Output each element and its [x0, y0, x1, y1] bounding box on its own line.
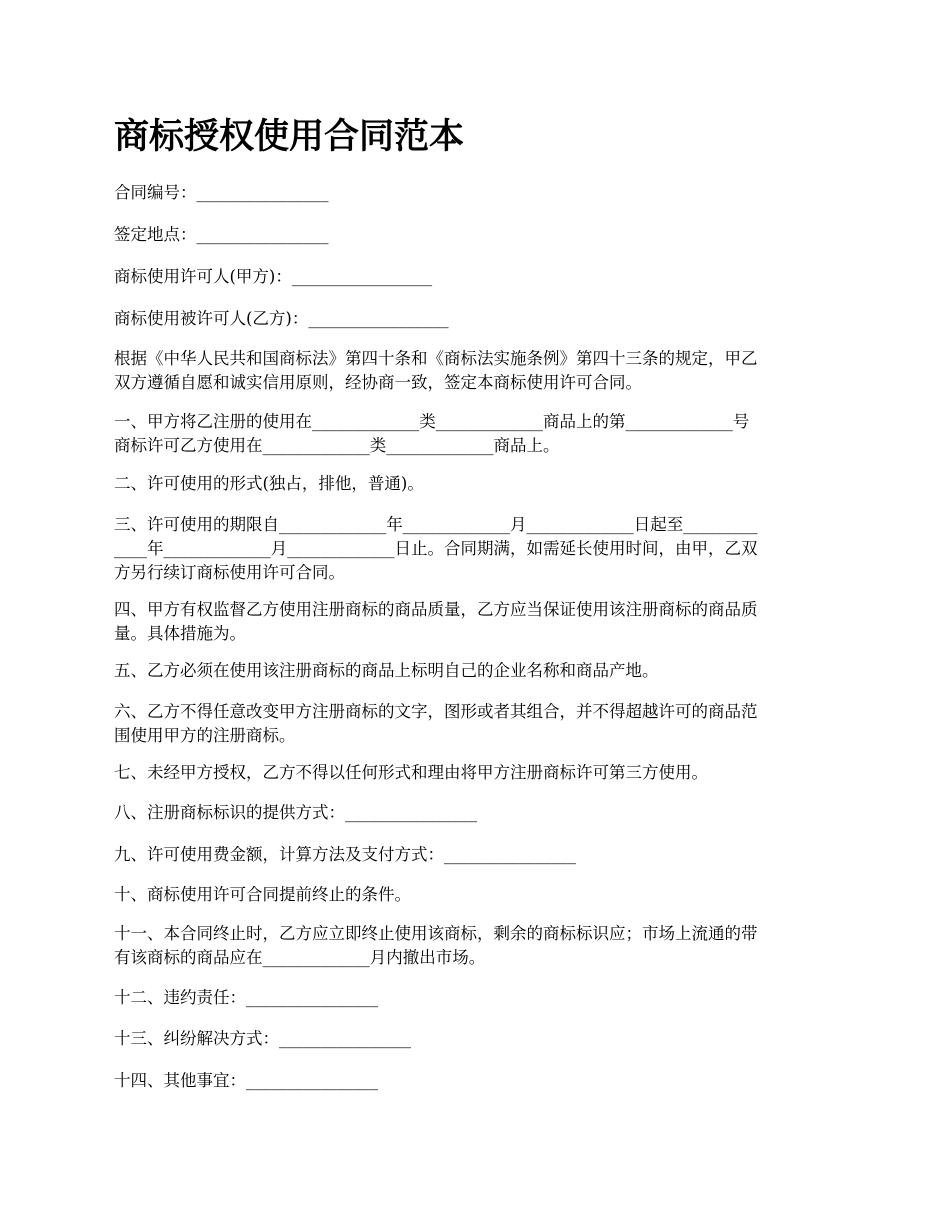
paragraph-line: ____年_____________月_____________日止。合同期满，如需延长使用时间，由甲，乙双 — [114, 539, 758, 558]
clause-2 — [114, 472, 840, 496]
paragraph-line: 七、未经甲方授权，乙方不得以任何形式和理由将甲方注册商标许可第三方使用。 — [114, 763, 708, 782]
paragraph-line: 十二、违约责任：________________ — [114, 988, 378, 1007]
paragraph-line: 合同编号：________________ — [114, 183, 329, 202]
paragraph-line: 五、乙方必须在使用该注册商标的商品上标明自己的企业名称和商品产地。 — [114, 661, 659, 680]
paragraph-line: 商标许可乙方使用在_____________类_____________商品上。 — [114, 436, 560, 455]
paragraph-line: 四、甲方有权监督乙方使用注册商标的商品质量，乙方应当保证使用该注册商标的商品质 — [114, 600, 758, 619]
paragraph-line: 三、许可使用的期限自_____________年_____________月_____________日起至_________ — [114, 515, 758, 534]
paragraph-line: 八、注册商标标识的提供方式：________________ — [114, 803, 477, 822]
paragraph-line: 一、甲方将乙注册的使用在_____________类_____________商品上的第_____________号 — [114, 412, 750, 431]
paragraph-line: 十一、本合同终止时，乙方应立即终止使用该商标，剩余的商标标识应；市场上流通的带 — [114, 924, 758, 943]
clause-6 — [114, 700, 840, 748]
paragraph-line: 十、商标使用许可合同提前终止的条件。 — [114, 885, 411, 904]
paragraph-line: 有该商标的商品应在_____________月内撤出市场。 — [114, 948, 486, 967]
paragraph-line: 十四、其他事宜：________________ — [114, 1071, 378, 1090]
paragraph-line: 商标使用被许可人(乙方)：_________________ — [114, 309, 449, 328]
paragraph-line: 签定地点：________________ — [114, 225, 329, 244]
document-title: 商标授权使用合同范本 — [114, 117, 465, 157]
paragraph-line: 十三、纠纷解决方式：________________ — [114, 1029, 411, 1048]
paragraph-line: 九、许可使用费金额，计算方法及支付方式：________________ — [114, 845, 576, 864]
clause-14 — [114, 1069, 840, 1093]
clause-12 — [114, 986, 840, 1010]
paragraph-contract-number — [114, 181, 840, 205]
paragraph-legal-basis — [114, 347, 840, 395]
clause-13 — [114, 1027, 840, 1051]
clause-3 — [114, 513, 840, 585]
clause-11 — [114, 922, 840, 970]
paragraph-line: 双方遵循自愿和诚实信用原则，经协商一致，签定本商标使用许可合同。 — [114, 373, 642, 392]
paragraph-licensor — [114, 265, 840, 289]
clause-9 — [114, 843, 840, 867]
paragraph-line: 量。具体措施为。 — [114, 624, 246, 643]
paragraph-line: 六、乙方不得任意改变甲方注册商标的文字，图形或者其组合，并不得超越许可的商品范 — [114, 702, 758, 721]
paragraph-line: 方另行续订商标使用许可合同。 — [114, 563, 345, 582]
clause-5 — [114, 659, 840, 683]
clause-7 — [114, 761, 840, 785]
clause-1 — [114, 410, 840, 458]
paragraph-line: 围使用甲方的注册商标。 — [114, 726, 296, 745]
paragraph-line: 商标使用许可人(甲方)：_________________ — [114, 267, 433, 286]
paragraph-line: 二、许可使用的形式(独占，排他，普通)。 — [114, 474, 424, 493]
clause-8 — [114, 801, 840, 825]
paragraph-licensee — [114, 307, 840, 331]
clause-10 — [114, 883, 840, 907]
paragraph-line: 根据《中华人民共和国商标法》第四十条和《商标法实施条例》第四十三条的规定，甲乙 — [114, 349, 758, 368]
clause-4 — [114, 598, 840, 646]
paragraph-signing-place — [114, 223, 840, 247]
